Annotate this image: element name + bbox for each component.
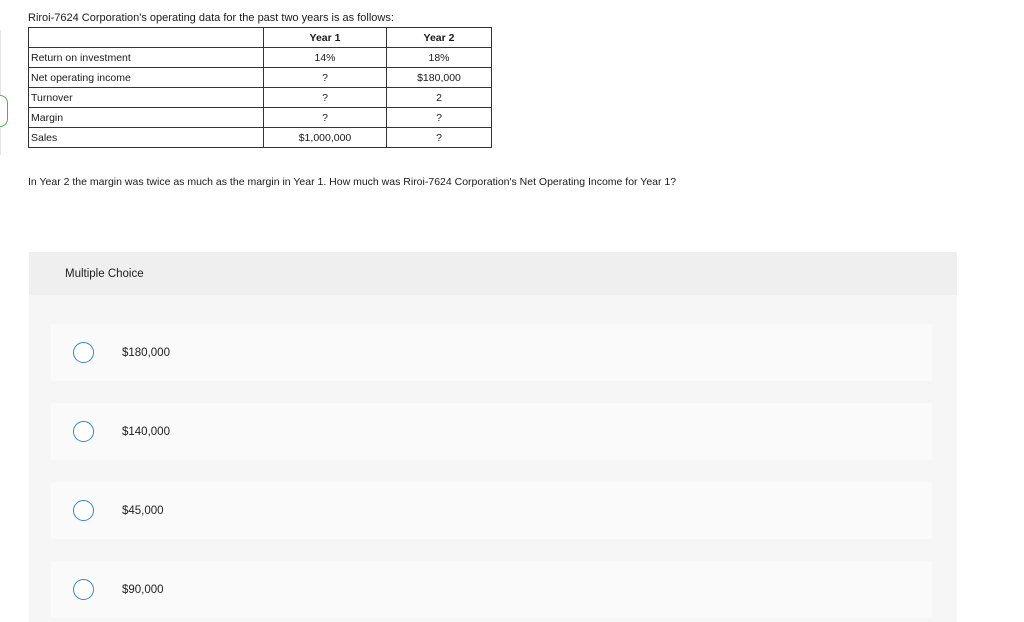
- year1-value: $1,000,000: [264, 128, 387, 148]
- radio-button-icon[interactable]: [73, 579, 94, 600]
- row-label: Return on investment: [29, 48, 264, 68]
- radio-button-icon[interactable]: [73, 421, 94, 442]
- year2-value: 18%: [387, 48, 492, 68]
- table-header-year1: Year 1: [264, 28, 387, 48]
- table-row: [29, 88, 492, 108]
- side-nav-tab[interactable]: [0, 95, 8, 127]
- multiple-choice-panel: [29, 252, 957, 622]
- answer-option-label: $180,000: [122, 346, 170, 359]
- answer-option[interactable]: [51, 403, 932, 460]
- question-intro: Riroi-7624 Corporation's operating data for the past two years is as follows:: [28, 12, 394, 24]
- year1-value: ?: [264, 68, 387, 88]
- question-prompt: In Year 2 the margin was twice as much as the margin in Year 1. How much was Riroi-7624 Corporation's Net Operating Income for Year 1?: [28, 176, 677, 188]
- answer-option[interactable]: [51, 482, 932, 539]
- multiple-choice-header: [29, 252, 957, 295]
- table-row: [29, 108, 492, 128]
- year2-value: $180,000: [387, 68, 492, 88]
- radio-button-icon[interactable]: [73, 342, 94, 363]
- year1-value: ?: [264, 88, 387, 108]
- table-row: [29, 128, 492, 148]
- answer-option[interactable]: [51, 561, 932, 618]
- year2-value: 2: [387, 88, 492, 108]
- table-header-blank: [29, 28, 264, 48]
- year1-value: ?: [264, 108, 387, 128]
- answer-option-label: $45,000: [122, 504, 164, 517]
- row-label: Turnover: [29, 88, 264, 108]
- row-label: Margin: [29, 108, 264, 128]
- row-label: Sales: [29, 128, 264, 148]
- multiple-choice-title: Multiple Choice: [65, 267, 144, 280]
- year1-value: 14%: [264, 48, 387, 68]
- table-row: [29, 48, 492, 68]
- answer-option-label: $90,000: [122, 583, 164, 596]
- year2-value: ?: [387, 108, 492, 128]
- row-label: Net operating income: [29, 68, 264, 88]
- table-header-row: [29, 28, 492, 48]
- answer-option[interactable]: [51, 324, 932, 381]
- operating-data-table: [28, 27, 492, 148]
- answer-option-label: $140,000: [122, 425, 170, 438]
- year2-value: ?: [387, 128, 492, 148]
- radio-button-icon[interactable]: [73, 500, 94, 521]
- left-divider: [0, 30, 1, 155]
- table-row: [29, 68, 492, 88]
- table-header-year2: Year 2: [387, 28, 492, 48]
